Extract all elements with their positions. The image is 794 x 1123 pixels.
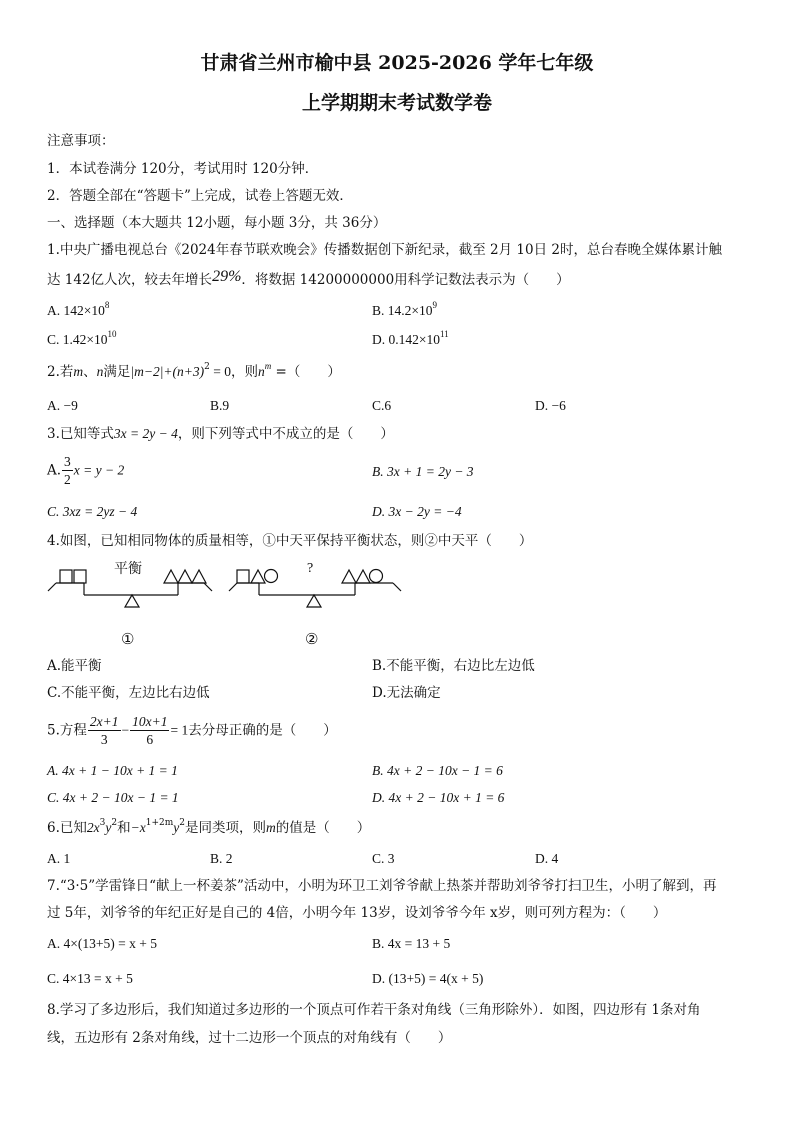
q3-option-a: A. $\frac{3}{2}$ x = y − 2 xyxy=(47,454,125,487)
exam-title-line1: 甘肃省兰州市榆中县 2025-2026 学年七年级 xyxy=(200,52,594,74)
balance-1-number: ① xyxy=(121,630,135,648)
q2-stem: 2.若m、n满足$|m-2|+(n+3)^2 = 0$，则$n^m$ =（ ） xyxy=(47,361,341,380)
q3-option-b: B. 3x + 1 = 2y − 3 xyxy=(372,464,474,479)
q7-option-c: C. 4×13 = x + 5 xyxy=(47,971,133,986)
q6-option-a: A. 1 xyxy=(47,851,71,866)
q7-option-b: B. 4x = 13 + 5 xyxy=(372,936,451,951)
q5-option-c: C. 4x + 2 − 10x − 1 = 1 xyxy=(47,790,179,805)
note-1: 1．本试卷满分 120分，考试用时 120分钟． xyxy=(47,161,319,177)
notes-heading: 注意事项： xyxy=(47,133,115,149)
q7-option-d: D. (13+5) = 4(x + 5) xyxy=(372,971,484,986)
q3-option-c: C. 3xz = 2yz − 4 xyxy=(47,504,138,519)
q5-stem: 5.方程 $\frac{2x+1}{3}$ − $\frac{10x+1}{6}$ = 1去分母正确的是（ ） xyxy=(47,714,337,747)
q7-stem-line1: 7.“3·5”学雷锋日“献上一杯姜茶”活动中，小明为环卫工刘爷爷献上热茶并帮助刘爷爷打扫卫生，小明了解到，再 xyxy=(47,878,717,894)
q4-option-a: A.能平衡 xyxy=(47,658,102,674)
q7-stem-line2: 过 5年，刘爷爷的年纪正好是自己的 4倍，小明今年 13岁，设刘爷爷今年 x岁，则可列方程为：（ ） xyxy=(47,905,667,921)
q6-option-d: D. 4 xyxy=(535,851,559,866)
q2-option-c: C.6 xyxy=(372,398,392,413)
exam-title-line2: 上学期期末考试数学卷 xyxy=(301,92,492,114)
q8-stem-line1: 8.学习了多边形后，我们知道过多边形的一个顶点可作若干条对角线（三角形除外）．如图，四边形有 1条对角 xyxy=(47,1002,701,1018)
q1-stem-line2: 达 142亿人次，较去年增长29%．将数据 14200000000用科学记数法表示为（ ） xyxy=(47,268,570,288)
q3-option-d: D. 3x − 2y = −4 xyxy=(372,504,462,519)
note-2: 2．答题全部在“答题卡”上完成，试卷上答题无效． xyxy=(47,188,353,204)
q1-stem-line1: 1.中央广播电视总台《2024年春节联欢晚会》传播数据创下新纪录，截至 2月 10日 2时，总台春晚全媒体累计触 xyxy=(47,242,722,258)
balance-2-label: ? xyxy=(307,561,314,576)
q1-option-a: A. $142\times 10^8$ xyxy=(47,300,110,318)
q1-option-d: D. $0.142\times 10^{11}$ xyxy=(372,329,449,347)
balance-2 xyxy=(229,570,401,608)
section-heading: 一、选择题（本大题共 12小题，每小题 3分，共 36分） xyxy=(47,215,387,231)
q6-stem: 6.已知$2x^3y^2$和$-x^{1+2m}y^2$是同类项，则m的值是（ ） xyxy=(47,818,371,836)
q4-option-c: C.不能平衡，左边比右边低 xyxy=(47,685,210,701)
q4-option-d: D.无法确定 xyxy=(372,685,441,701)
q3-stem: 3.已知等式3x = 2y − 4，则下列等式中不成立的是（ ） xyxy=(47,426,394,442)
q2-option-b: B.9 xyxy=(210,398,230,413)
q2-option-a: A. −9 xyxy=(47,398,78,413)
q1-option-b: B. $14.2\times 10^9$ xyxy=(372,300,437,318)
q5-option-d: D. 4x + 2 − 10x + 1 = 6 xyxy=(372,790,505,805)
q4-option-b: B.不能平衡，右边比左边低 xyxy=(372,658,535,674)
balance-figure xyxy=(44,555,424,655)
q2-option-d: D. −6 xyxy=(535,398,566,413)
q5-option-a: A. 4x + 1 − 10x + 1 = 1 xyxy=(47,763,178,778)
q1-option-c: C. $1.42\times 10^{10}$ xyxy=(47,329,117,347)
q7-option-a: A. 4×(13+5) = x + 5 xyxy=(47,936,157,951)
balance-1-label: 平衡 xyxy=(114,561,142,577)
q6-option-b: B. 2 xyxy=(210,851,233,866)
q5-option-b: B. 4x + 2 − 10x − 1 = 6 xyxy=(372,763,503,778)
q4-stem: 4.如图，已知相同物体的质量相等，①中天平保持平衡状态，则②中天平（ ） xyxy=(47,533,533,549)
balance-2-number: ② xyxy=(305,630,319,648)
q8-stem-line2: 线，五边形有 2条对角线，过十二边形一个顶点的对角线有（ ） xyxy=(47,1030,452,1046)
q6-option-c: C. 3 xyxy=(372,851,395,866)
